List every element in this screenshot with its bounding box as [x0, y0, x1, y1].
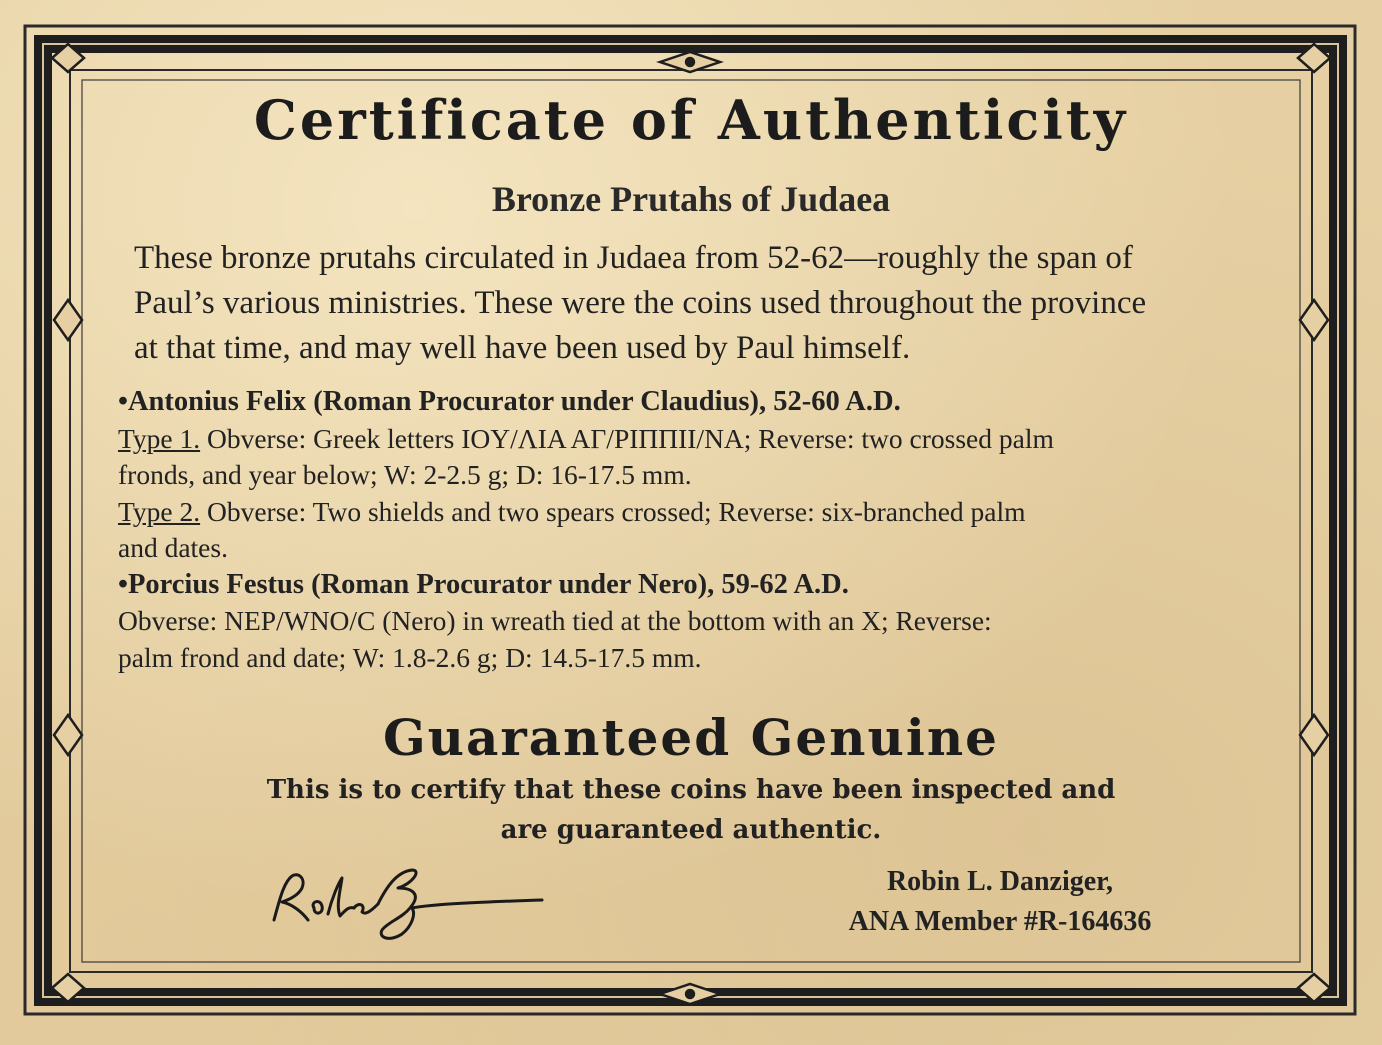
coin-descriptions	[118, 384, 1288, 676]
certificate-subtitle: Bronze Prutahs of Judaea	[491, 179, 891, 219]
guarantee-title: Guaranteed Genuine	[382, 708, 999, 767]
certificate-title: Certificate of Authenticity	[253, 88, 1129, 152]
type1-text: Obverse: Greek letters IOY/ΛIA AΓ/PIΠΠΙΙ/NA; Reverse: two crossed palm	[200, 422, 1054, 454]
festus-line: palm frond and date; W: 1.8-2.6 g; D: 14.5-17.5 mm.	[118, 641, 702, 673]
felix-type2-line: and dates.	[118, 532, 228, 563]
handwritten-signature	[262, 858, 562, 948]
guarantee-line: This is to certify that these coins have been inspected and	[266, 775, 1116, 805]
festus-line: Obverse: NEP/WNO/C (Nero) in wreath tied at the bottom with an X; Reverse:	[118, 605, 992, 636]
signer-membership: ANA Member #R-164636	[848, 906, 1152, 937]
guarantee-statement	[0, 770, 1382, 850]
felix-type1-line	[118, 421, 1288, 458]
intro-line: at that time, and may well have been used by Paul himself.	[134, 330, 911, 366]
guarantee-line: are guaranteed authentic.	[500, 815, 882, 845]
felix-heading: •Antonius Felix (Roman Procurator under Claudius), 52-60 A.D.	[118, 386, 901, 417]
signer-block	[800, 862, 1200, 942]
signer-name: Robin L. Danziger,	[886, 866, 1114, 897]
intro-line: Paul’s various ministries. These were the coins used throughout the province	[134, 285, 1147, 321]
intro-line: These bronze prutahs circulated in Judaea from 52-62—roughly the span of	[134, 240, 1133, 276]
felix-type2-line	[118, 494, 1288, 531]
type2-text: Obverse: Two shields and two spears crossed; Reverse: six-branched palm	[200, 495, 1026, 527]
intro-paragraph	[134, 236, 1284, 371]
festus-heading: •Porcius Festus (Roman Procurator under Nero), 59-62 A.D.	[118, 568, 849, 600]
type1-label: Type 1.	[118, 422, 201, 454]
type2-label: Type 2.	[118, 495, 201, 527]
felix-type1-line: fronds, and year below; W: 2-2.5 g; D: 16-17.5 mm.	[118, 459, 692, 490]
